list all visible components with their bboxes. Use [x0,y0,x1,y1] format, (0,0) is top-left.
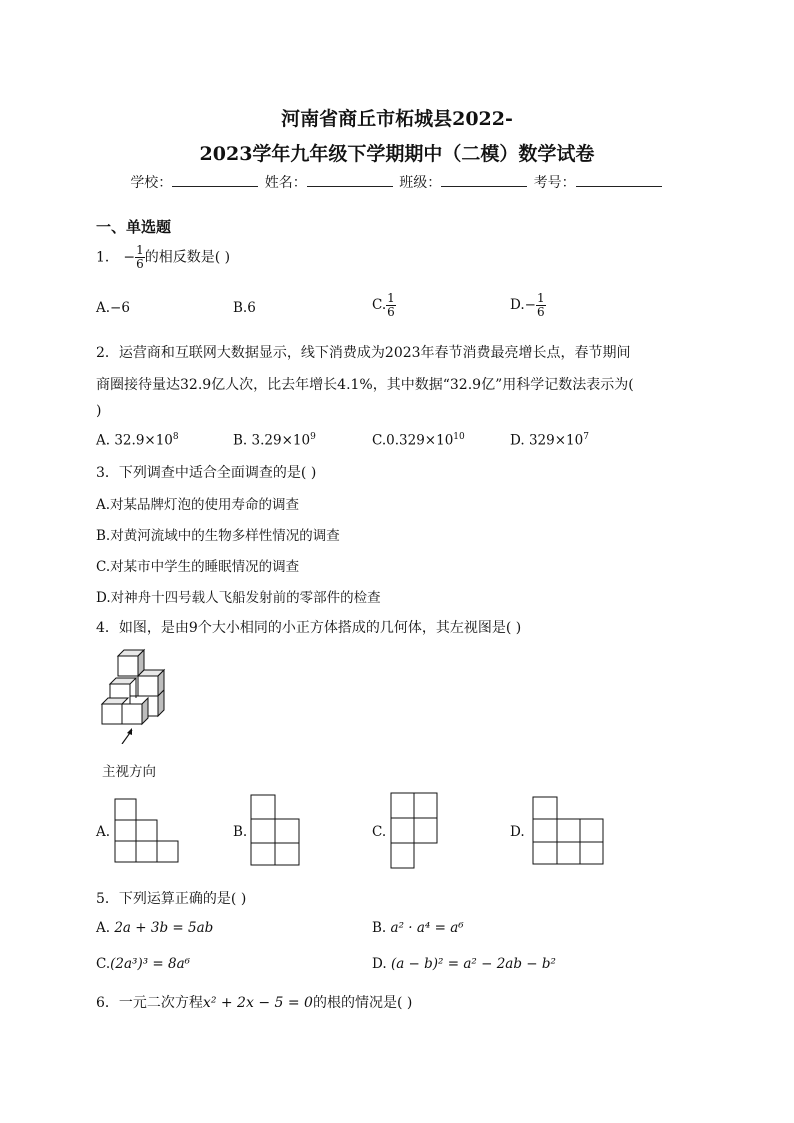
q4-option-a-label[interactable]: A. [96,824,111,840]
q3-option-d[interactable]: D.对神舟十四号载人飞船发射前的零部件的检查 [96,590,381,606]
q3-option-c[interactable]: C.对某市中学生的睡眠情况的调查 [96,559,300,575]
q4-option-c-view[interactable] [390,792,440,870]
student-info-row [0,172,794,192]
q2-option-c[interactable]: $C.0.329\times 10^{10}$ [372,432,465,449]
title-line-1: 河南省商丘市柘城县2022- [281,108,513,130]
q5-option-d[interactable]: D. (a − b)² = a² − 2ab − b² [372,956,556,972]
q1-option-b[interactable]: B.6 [233,300,256,316]
name-label: 姓名： [264,175,307,191]
q4-option-b-view[interactable] [250,794,304,866]
q1-option-c[interactable]: C. $\frac{1}{6}$ [372,291,395,319]
question-6: 6．一元二次方程x² + 2x − 5 = 0的根的情况是( ) [96,995,413,1011]
school-label: 学校： [130,175,173,191]
question-2-line-2: 商圈接待量达32.9亿人次，比去年增长4.1%，其中数据“32.9亿”用科学记数法表示为( [96,377,634,393]
q1-option-d[interactable]: D.− $\frac{1}{6}$ [510,291,545,319]
q3-option-b[interactable]: B.对黄河流域中的生物多样性情况的调查 [96,528,340,544]
q4-option-d-label[interactable]: D. [510,824,525,840]
q1-option-a[interactable]: A.−6 [96,300,130,316]
question-1 [96,244,230,271]
class-label: 班级： [399,175,442,191]
q4-option-a-view[interactable] [114,798,182,864]
question-2-line-1: 2．运营商和互联网大数据显示，线下消费成为2023年春节消费最亮增长点，春节期间 [96,345,631,361]
school-blank[interactable] [172,174,258,187]
q3-option-a[interactable]: A.对某品牌灯泡的使用寿命的调查 [96,497,300,513]
exam-number-blank[interactable] [576,174,662,187]
question-4: 4．如图，是由9个大小相同的小正方体搭成的几何体，其左视图是( ) [96,620,522,636]
q2-option-b[interactable]: B. $3.29\times 10^9$ [233,432,316,449]
q1-sign: − [123,249,136,266]
exam-number-label: 考号： [533,175,576,191]
title-line-2: 2023学年九年级下学期期中（二模）数学试卷 [199,143,595,165]
cube-figure [96,648,176,744]
q4-option-d-view[interactable] [532,796,606,866]
q4-option-b-label[interactable]: B. [233,824,248,840]
q5-option-b[interactable]: B. a² · a⁴ = a⁶ [372,920,464,936]
question-5: 5．下列运算正确的是( ) [96,891,247,907]
question-3: 3．下列调查中适合全面调查的是( ) [96,465,317,481]
q6-equation: x² + 2x − 5 = 0 [202,995,313,1011]
q1-text: 的相反数是( ) [144,249,231,266]
question-2-line-3: ) [96,403,102,419]
class-blank[interactable] [441,174,527,187]
figure-caption: 主视方向 [102,764,156,780]
q2-option-a[interactable]: A. $32.9\times 10^8$ [96,432,179,449]
name-blank[interactable] [307,174,393,187]
section-heading: 一、单选题 [96,218,172,236]
q1-number: 1． [96,249,119,266]
q5-option-c[interactable]: C.(2a³)³ = 8a⁶ [96,956,191,972]
q2-option-d[interactable]: D. $329\times 10^7$ [510,432,589,449]
q5-option-a[interactable]: A. 2a + 3b = 5ab [96,920,214,936]
q4-option-c-label[interactable]: C. [372,824,387,840]
q1-fraction: $\frac{1}{6}$ [136,243,144,271]
